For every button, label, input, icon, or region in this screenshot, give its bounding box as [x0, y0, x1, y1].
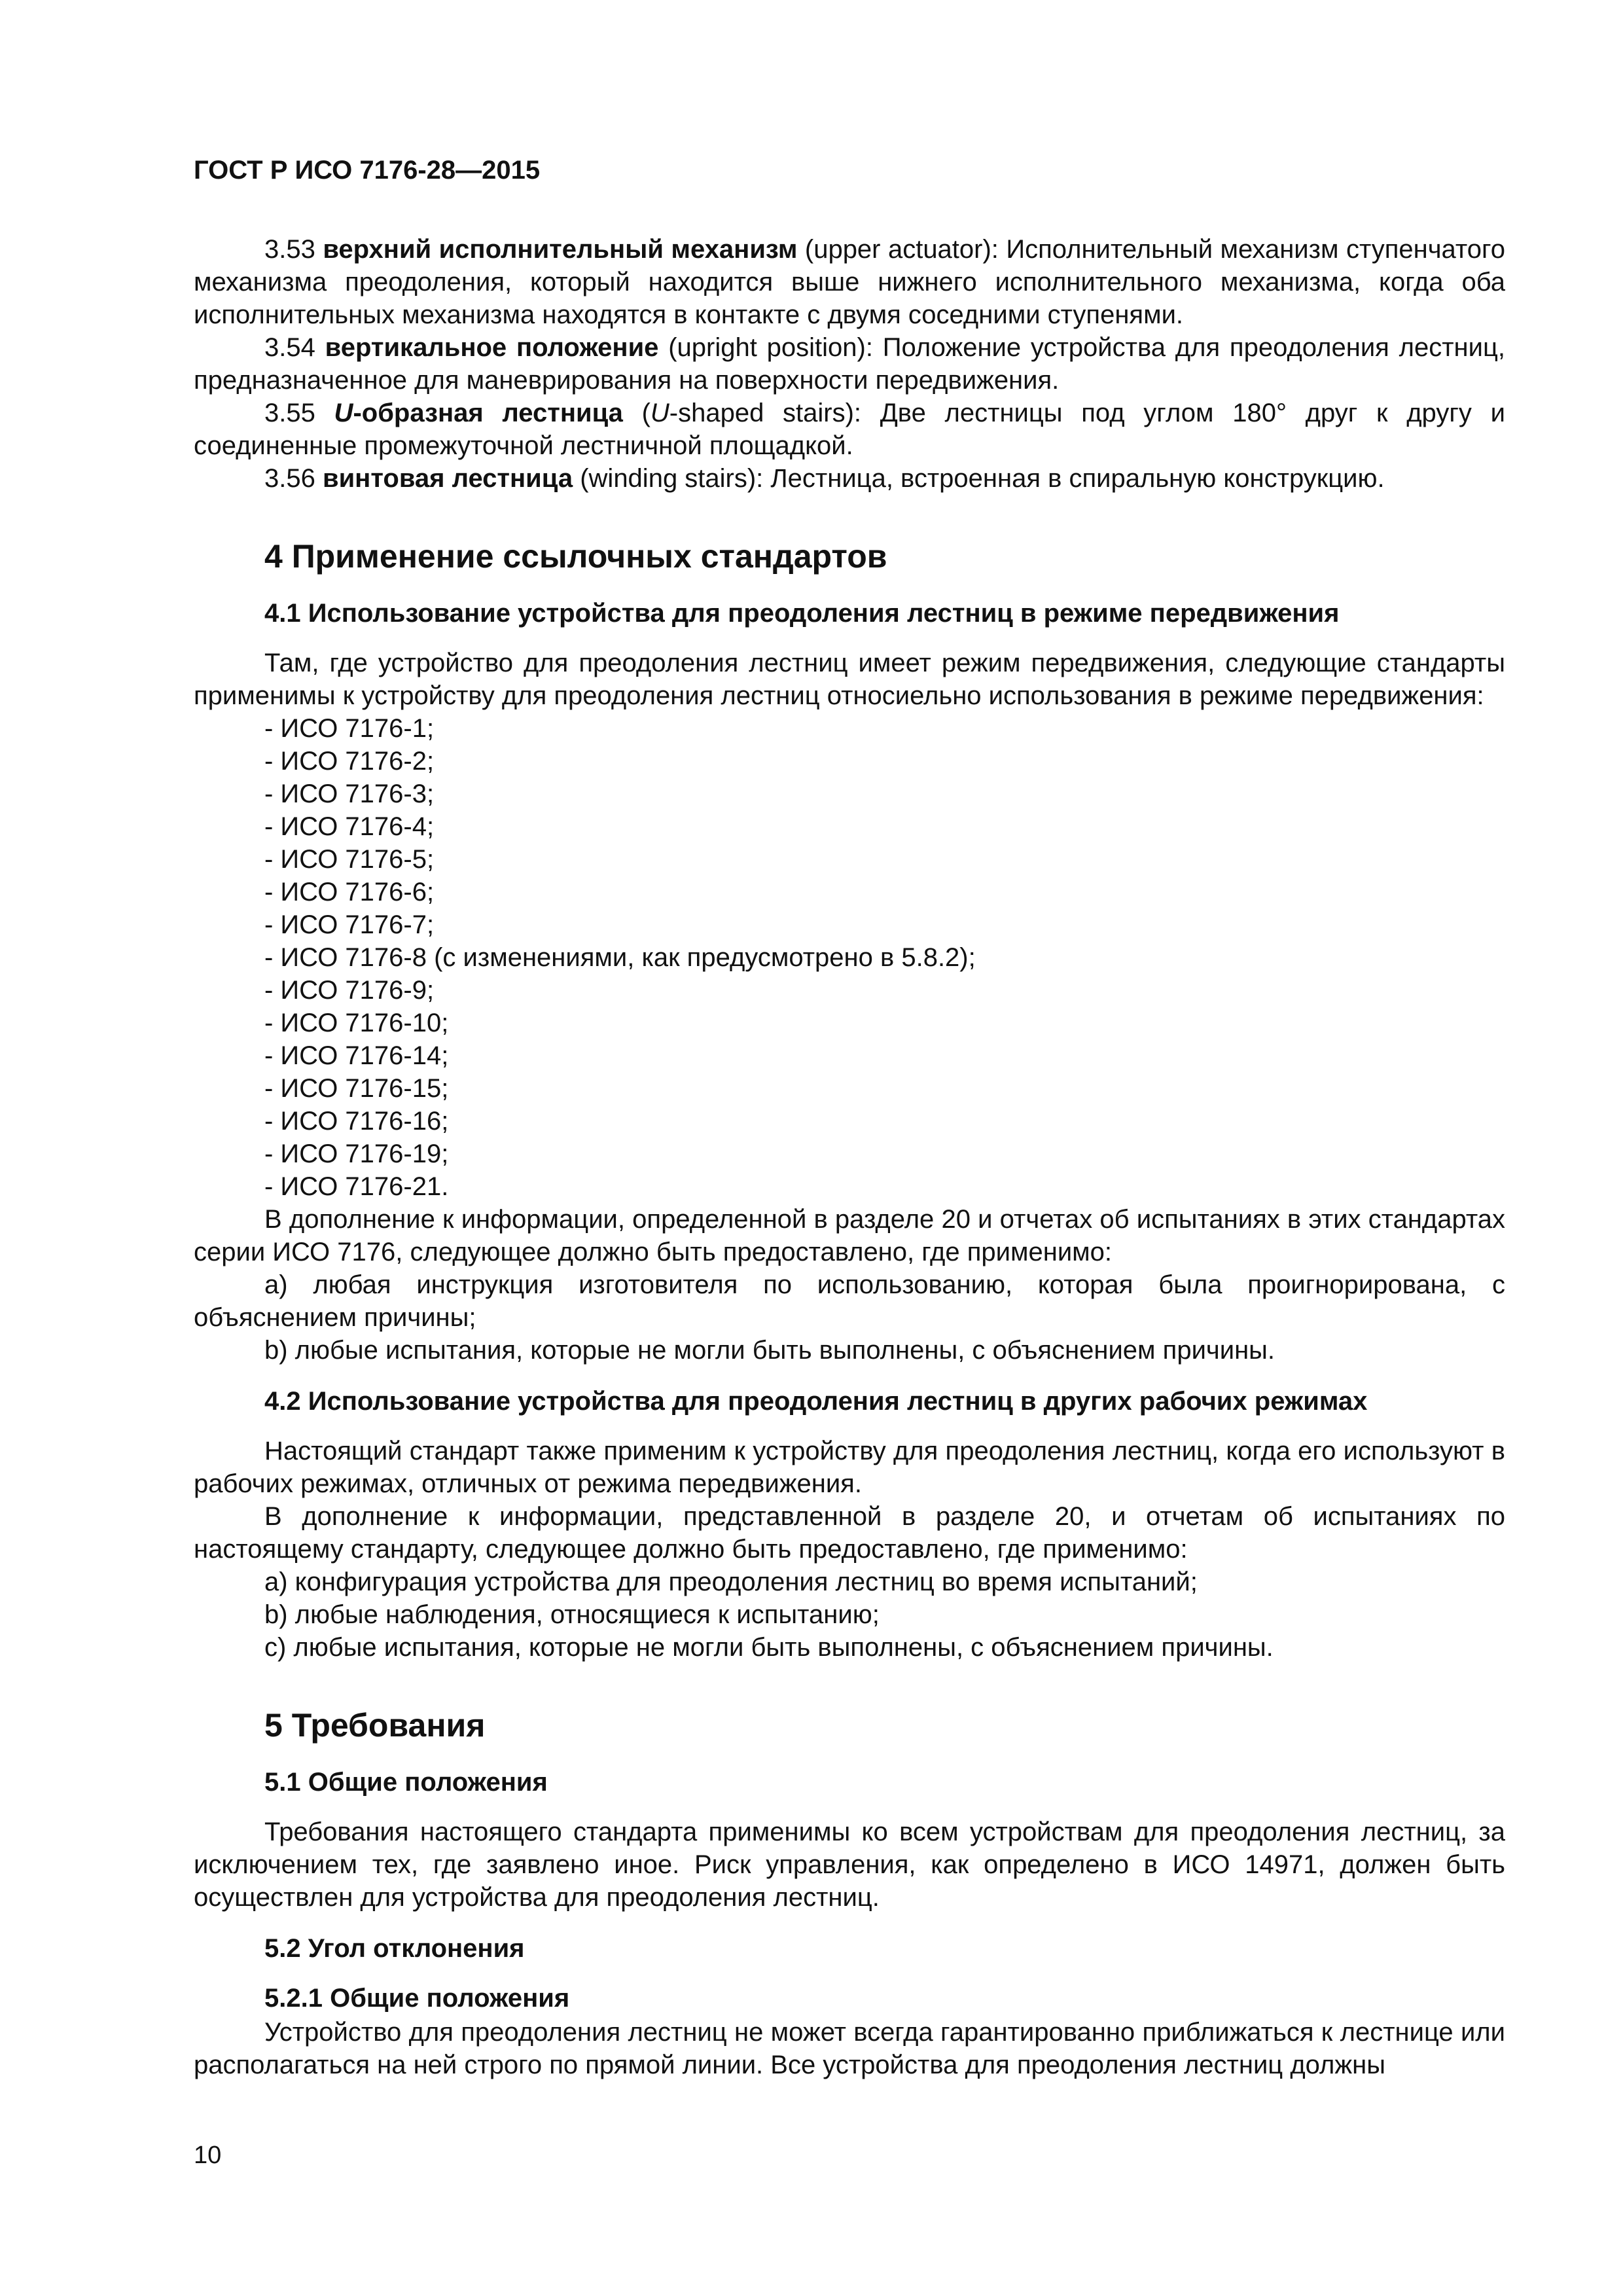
section-4-1-heading: 4.1 Использование устройства для преодоления лестниц в режиме передвижения: [264, 599, 1340, 628]
section-4-2-item-c: c) любые испытания, которые не могли быть выполнены, с объяснением причины.: [264, 1633, 1274, 1662]
page-number: 10: [194, 2142, 222, 2169]
list-item: - ИСО 7176-2;: [264, 747, 435, 776]
iso-standards-list: [194, 712, 1505, 1203]
list-item: - ИСО 7176-4;: [264, 812, 435, 841]
section-5-2-heading: 5.2 Угол отклонения: [264, 1934, 525, 1963]
section-4-heading: 4 Применение ссылочных стандартов: [264, 538, 887, 575]
section-4-1-item-b: b) любые испытания, которые не могли быть выполнены, с объяснением причины.: [264, 1336, 1275, 1365]
section-5-2-1-heading: 5.2.1 Общие положения: [264, 1984, 570, 2013]
list-item: - ИСО 7176-6;: [264, 878, 435, 906]
list-item: - ИСО 7176-14;: [264, 1041, 449, 1070]
section-4-2-item-a: a) конфигурация устройства для преодоления лестниц во время испытаний;: [264, 1568, 1198, 1596]
section-4-1-item-a: a) любая инструкция изготовителя по использованию, которая была проигнорирована, с объяснением причины;: [194, 1270, 1505, 1332]
document-header: ГОСТ Р ИСО 7176-28—2015: [194, 156, 541, 185]
section-4-2-paragraph-1: Настоящий стандарт также применим к устройству для преодоления лестниц, когда его используют в рабочих режимах, отличных от режима передвижения.: [194, 1437, 1505, 1498]
section-4-2-item-b: b) любые наблюдения, относящиеся к испытанию;: [264, 1600, 880, 1629]
document-body: [194, 233, 1505, 2081]
section-4-1-intro: Там, где устройство для преодоления лестниц имеет режим передвижения, следующие стандарты применимы к устройству для преодоления лестниц относиельно использования в режиме передвижения:: [194, 649, 1505, 710]
section-4-2-heading: 4.2 Использование устройства для преодоления лестниц в других рабочих режимах: [264, 1387, 1368, 1416]
list-item: - ИСО 7176-21.: [264, 1172, 449, 1201]
list-item: - ИСО 7176-7;: [264, 910, 435, 939]
list-item: - ИСО 7176-19;: [264, 1139, 449, 1168]
term-3-54: 3.54 вертикальное положение (upright position): Положение устройства для преодоления лестниц, предназначенное для маневрирования на поверхности передвижения.: [194, 333, 1505, 395]
list-item: - ИСО 7176-10;: [264, 1009, 449, 1037]
list-item: - ИСО 7176-3;: [264, 780, 435, 808]
section-5-1-heading: 5.1 Общие положения: [264, 1768, 548, 1797]
section-4-2-paragraph-2: В дополнение к информации, представленной в разделе 20, и отчетам об испытаниях по настоящему стандарту, следующее должно быть предоставлено, где применимо:: [194, 1502, 1505, 1564]
list-item: - ИСО 7176-8 (с изменениями, как предусмотрено в 5.8.2);: [264, 943, 976, 972]
list-item: - ИСО 7176-9;: [264, 976, 435, 1005]
term-3-55: 3.55 U-образная лестница (U-shaped stairs): Две лестницы под углом 180° друг к другу и соединенные промежуточной лестничной площадкой.: [194, 399, 1505, 460]
term-3-56: 3.56 винтовая лестница (winding stairs): Лестница, встроенная в спиральную конструкцию.: [264, 464, 1385, 493]
section-5-2-1-paragraph: Устройство для преодоления лестниц не может всегда гарантированно приближаться к лестнице или располагаться на ней строго по прямой линии. Все устройства для преодоления лестниц должны: [194, 2018, 1505, 2079]
section-5-heading: 5 Требования: [264, 1707, 486, 1744]
section-5-1-paragraph: Требования настоящего стандарта применимы ко всем устройствам для преодоления лестниц, за исключением тех, где заявлено иное. Риск управления, как определено в ИСО 14971, должен быть осуществлен для устройства для преодоления лестниц.: [194, 1818, 1505, 1912]
list-item: - ИСО 7176-16;: [264, 1107, 449, 1136]
list-item: - ИСО 7176-15;: [264, 1074, 449, 1103]
section-4-1-addition: В дополнение к информации, определенной в разделе 20 и отчетах об испытаниях в этих стандартах серии ИСО 7176, следующее должно быть предоставлено, где применимо:: [194, 1205, 1505, 1266]
list-item: - ИСО 7176-5;: [264, 845, 435, 874]
term-3-53: 3.53 верхний исполнительный механизм (upper actuator): Исполнительный механизм ступенчатого механизма преодоления, который находится выше нижнего исполнительного механизма, когда оба исполнительных механизма находятся в контакте с двумя соседними ступенями.: [194, 235, 1505, 329]
list-item: - ИСО 7176-1;: [264, 714, 435, 743]
